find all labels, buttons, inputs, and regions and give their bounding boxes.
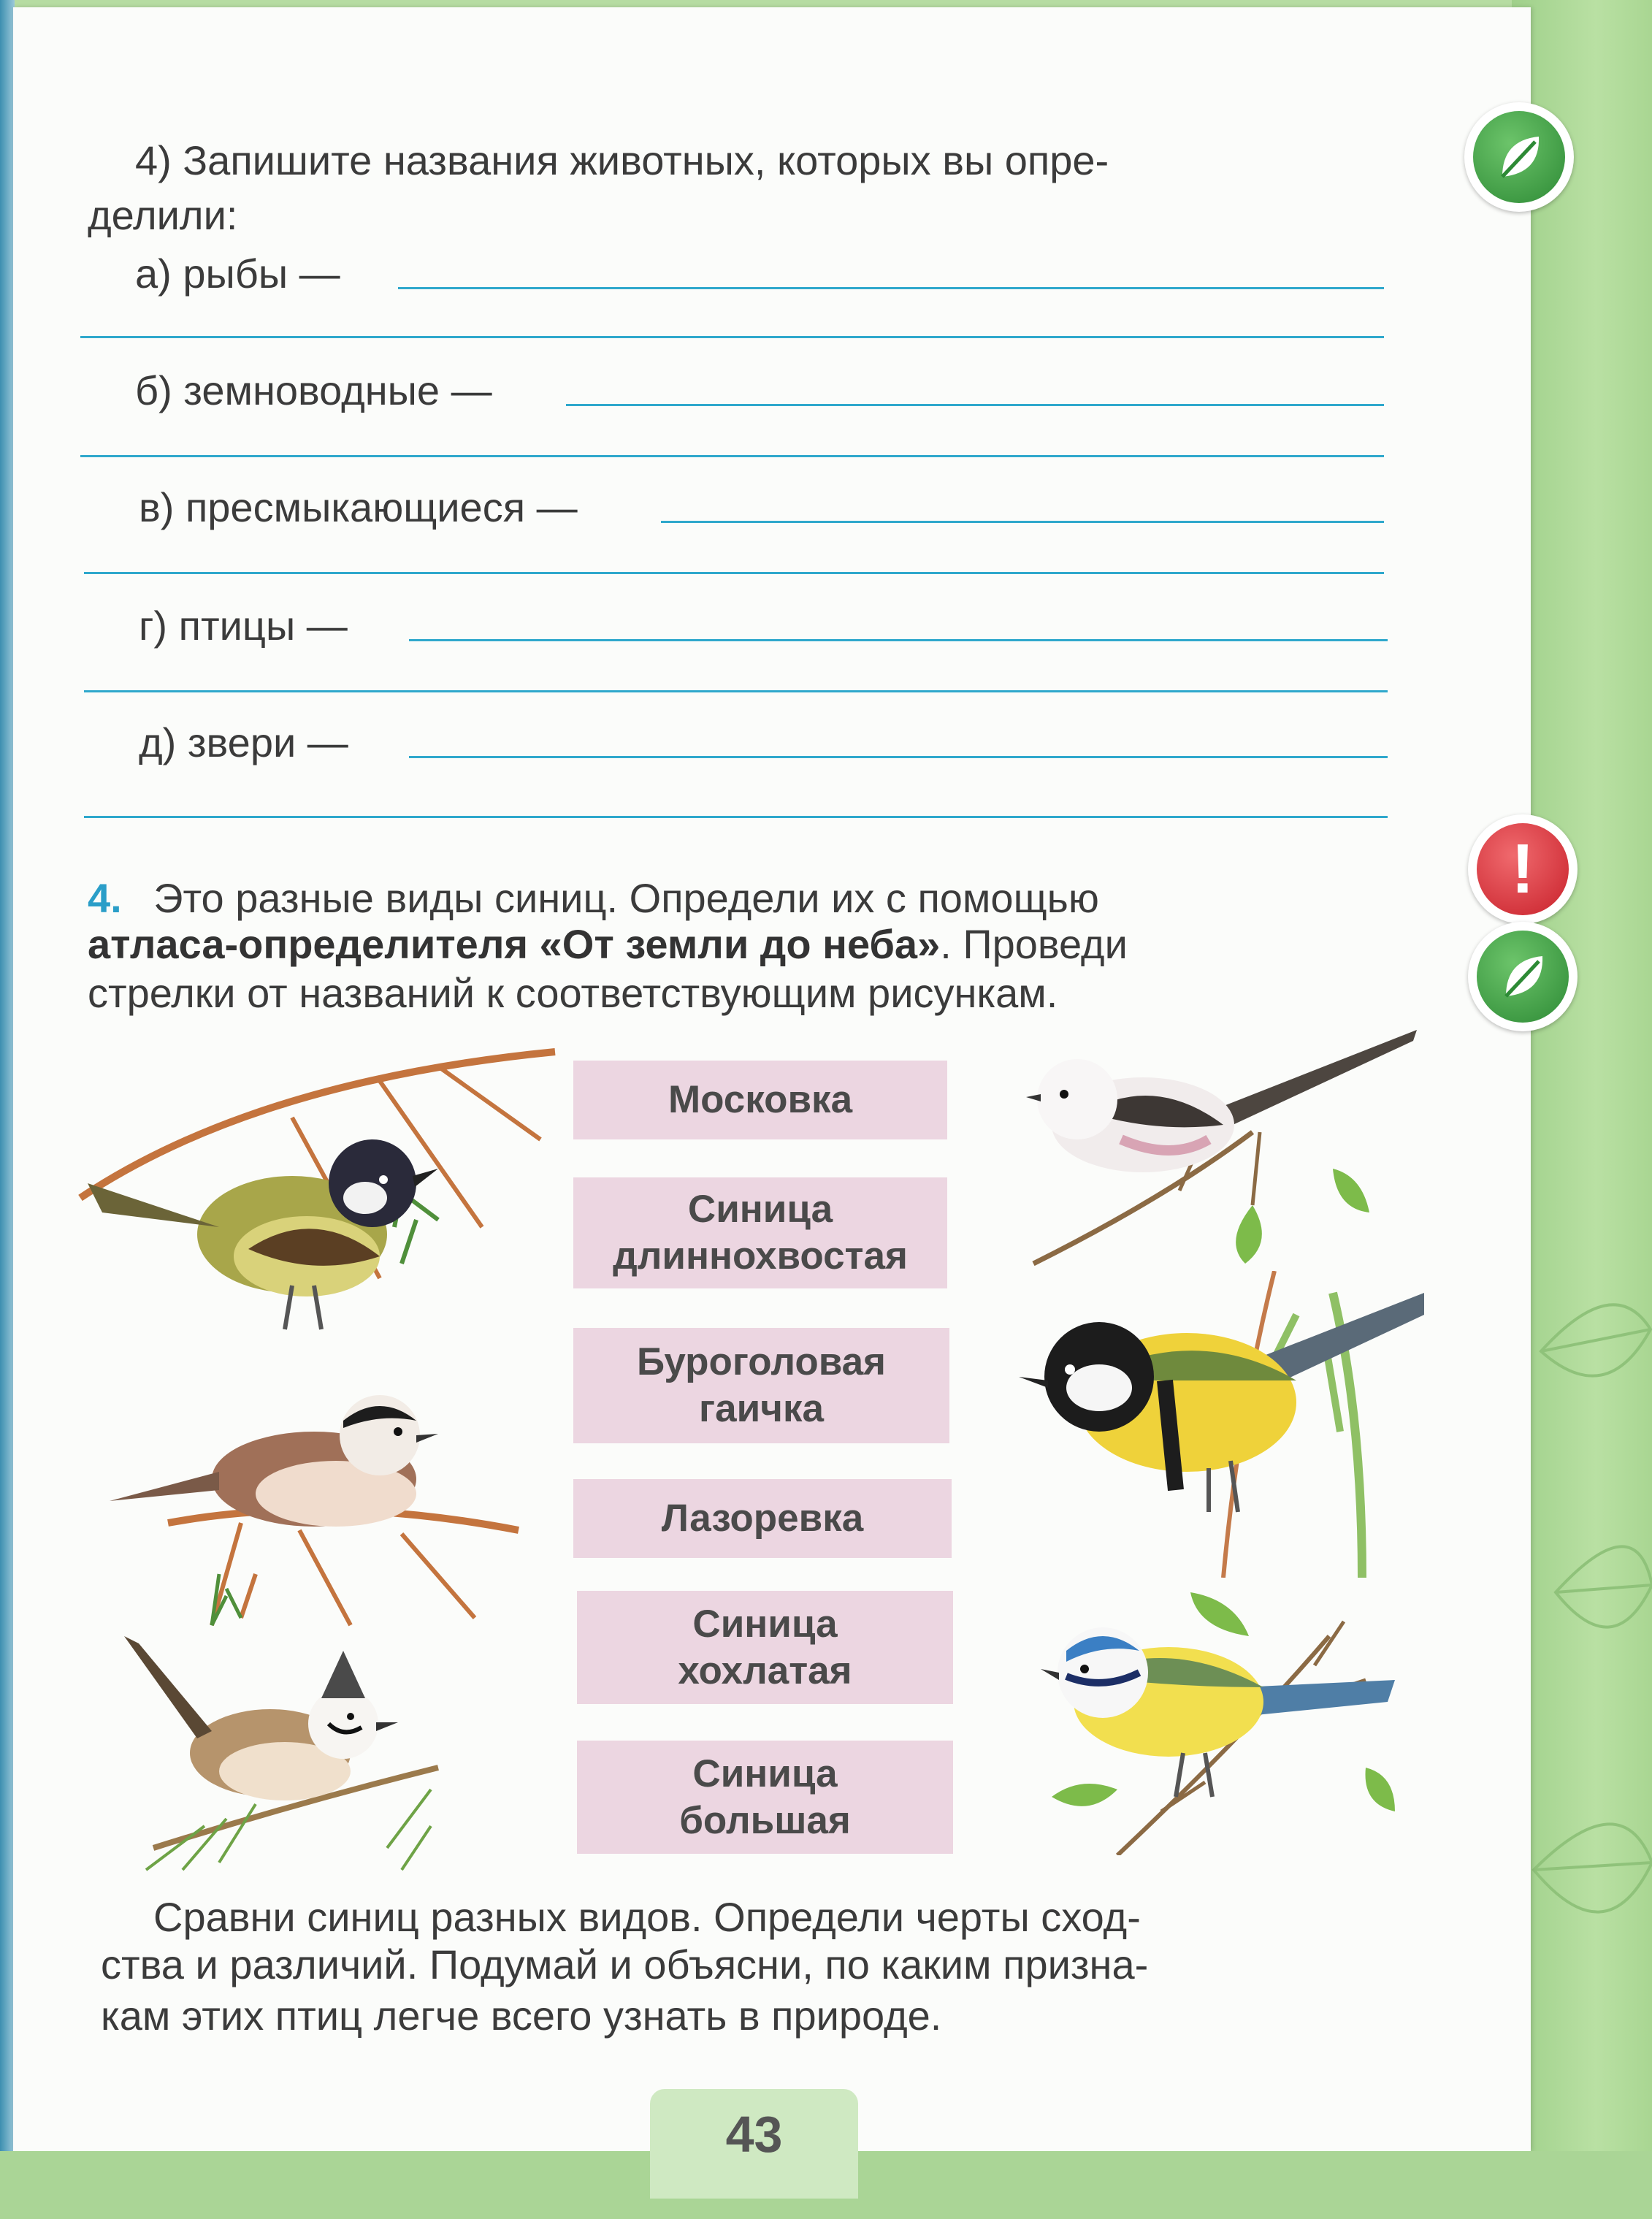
answer-label-reptiles: в) пресмыкающиеся — (139, 484, 578, 530)
bird-great-tit-illustration[interactable] (1019, 1271, 1428, 1578)
book-spine-edge (0, 0, 15, 2219)
answer-line-amphibians-1[interactable] (566, 404, 1384, 406)
answer-line-fish-1[interactable] (398, 287, 1384, 289)
name-box-long-tailed-tit-line1: Синица (687, 1188, 833, 1231)
answer-line-reptiles-2[interactable] (84, 572, 1384, 574)
answer-line-mammals-1[interactable] (409, 756, 1388, 758)
answer-label-fish: а) рыбы — (135, 251, 340, 297)
bird-crested-tit-illustration[interactable] (110, 1629, 453, 1877)
leaf-icon-2 (1468, 922, 1578, 1031)
answer-line-fish-2[interactable] (80, 336, 1384, 338)
answer-line-reptiles-1[interactable] (661, 521, 1384, 523)
name-box-great-tit-line2: большая (679, 1798, 851, 1842)
name-box-crested-tit-line1: Синица (692, 1602, 838, 1646)
task4-line1 (88, 873, 1099, 924)
task-part4-intro-line2: делили: (88, 192, 238, 238)
task4-line2 (88, 919, 1128, 970)
name-box-long-tailed-tit-line2: длиннохвостая (613, 1234, 908, 1277)
bird-willow-tit-illustration[interactable] (110, 1355, 548, 1632)
name-box-blue-tit[interactable] (573, 1479, 952, 1558)
name-box-crested-tit[interactable] (577, 1591, 953, 1704)
attention-icon (1468, 814, 1578, 924)
page-number-tab (650, 2089, 858, 2199)
answer-label-mammals: д) звери — (139, 719, 348, 765)
answer-line-mammals-2[interactable] (84, 816, 1388, 818)
name-box-great-tit[interactable] (577, 1741, 953, 1854)
bird-coal-tit-illustration[interactable] (73, 1037, 570, 1351)
answer-label-amphibians: б) земноводные — (135, 367, 492, 413)
decorative-leaves (1526, 1242, 1652, 2118)
bird-long-tailed-tit-illustration[interactable] (1019, 1015, 1420, 1278)
compare-line2: ства и различий. Подумай и объясни, по каким призна- (101, 1941, 1149, 1987)
name-box-crested-tit-line2: хохлатая (678, 1649, 852, 1692)
task-part4-intro-line1: 4) Запишите названия животных, которых вы опре- (135, 137, 1109, 183)
task4-atlas-reference: атласа-определителя «От земли до неба» (88, 921, 941, 967)
page-number: 43 (725, 2106, 783, 2163)
name-box-long-tailed-tit[interactable] (573, 1177, 947, 1288)
name-box-moskovka-label: Московка (668, 1078, 853, 1121)
task4-number: 4. (88, 875, 122, 921)
answer-line-amphibians-2[interactable] (80, 455, 1384, 457)
compare-line3: кам этих птиц легче всего узнать в природе. (101, 1993, 942, 2039)
name-box-willow-tit[interactable] (573, 1328, 949, 1443)
answer-label-birds: г) птицы — (139, 603, 348, 649)
task4-line3: стрелки от названий к соответствующим рисункам. (88, 970, 1058, 1016)
answer-line-birds-1[interactable] (409, 639, 1388, 641)
compare-line1: Сравни синиц разных видов. Определи черты сход- (153, 1894, 1141, 1940)
leaf-icon (1464, 102, 1574, 212)
bird-blue-tit-illustration[interactable] (1022, 1592, 1402, 1855)
name-box-willow-tit-line2: гаичка (699, 1387, 824, 1430)
name-box-great-tit-line1: Синица (692, 1752, 838, 1795)
answer-line-birds-2[interactable] (84, 690, 1388, 692)
name-box-moskovka[interactable] (573, 1061, 947, 1139)
task4-line1-text: Это разные виды синиц. Определи их с помощью (153, 875, 1099, 921)
name-box-blue-tit-label: Лазоревка (661, 1497, 864, 1540)
task4-line2-rest: . Проведи (940, 921, 1128, 967)
attention-mark: ! (1511, 830, 1534, 908)
name-box-willow-tit-line1: Буроголовая (637, 1340, 886, 1383)
